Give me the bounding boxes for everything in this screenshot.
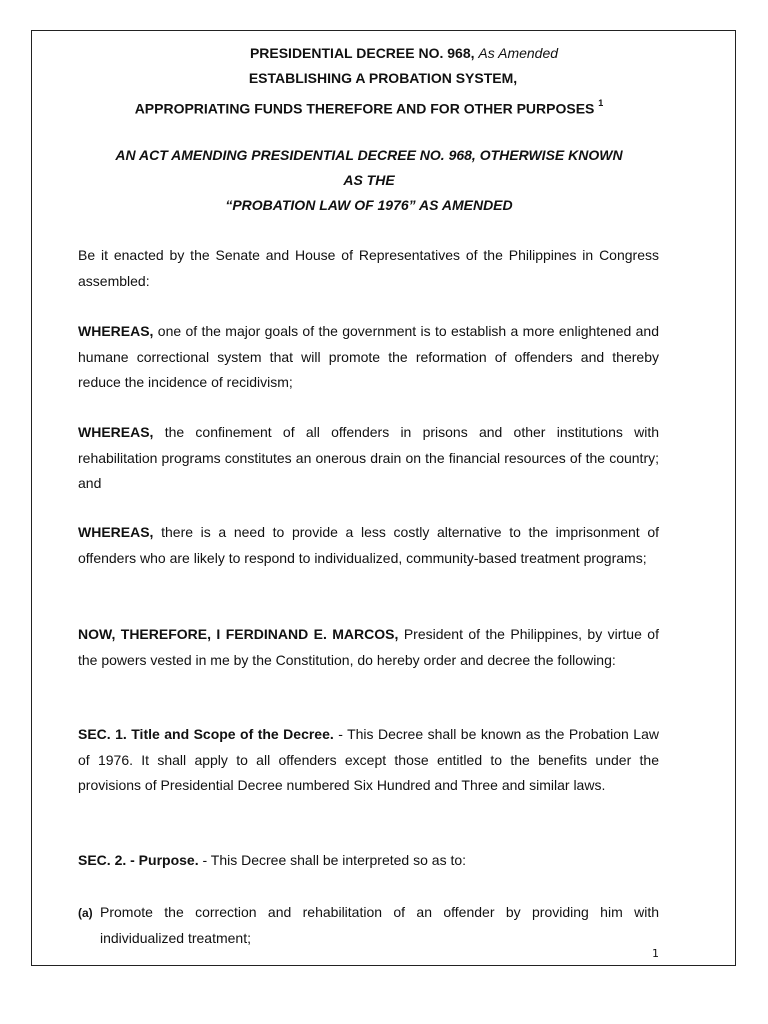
whereas-clause-3	[78, 520, 659, 571]
whereas-clause-2	[78, 420, 659, 497]
enacting-clause: Be it enacted by the Senate and House of Representatives of the Philippines in Congress assembled:	[78, 247, 659, 289]
whereas-text: the confinement of all offenders in prisons and other institutions with rehabilitation programs constitutes an onerous drain on the financial resources of the country; and	[78, 424, 659, 491]
list-item	[78, 900, 659, 951]
list-item-text: Promote the correction and rehabilitation of an offender by providing him with individualized treatment;	[100, 904, 659, 946]
now-therefore-clause	[78, 622, 659, 673]
decree-subtitle-1: ESTABLISHING A PROBATION SYSTEM,	[248, 70, 518, 86]
section-1-heading: SEC. 1. Title and Scope of the Decree.	[78, 726, 334, 742]
page-number: 1	[652, 947, 659, 960]
now-therefore-lead: NOW, THEREFORE, I FERDINAND E. MARCOS,	[78, 626, 399, 642]
decree-title-italic: As Amended	[478, 45, 559, 61]
decree-title	[0, 44, 768, 62]
list-item-label: (a)	[78, 906, 93, 920]
act-title-2: AS THE	[343, 172, 395, 188]
whereas-text: there is a need to provide a less costly alternative to the imprisonment of offenders who are likely to respond to individualized, community-based treatment programs;	[78, 524, 659, 566]
decree-subtitle-2	[0, 96, 738, 118]
section-1	[78, 722, 659, 799]
whereas-clause-1	[78, 319, 659, 396]
decree-title-bold: PRESIDENTIAL DECREE NO. 968,	[249, 45, 475, 61]
whereas-text: one of the major goals of the government is to establish a more enlightened and humane correctional system that will promote the reformation of offenders and thereby reduce the incidence of recidivism;	[78, 323, 659, 390]
act-title-3: “PROBATION LAW OF 1976” AS AMENDED	[225, 197, 513, 213]
whereas-lead: WHEREAS,	[78, 424, 154, 440]
section-1-text: - This Decree shall be known as the Probation Law of 1976. It shall apply to all offenders except those entitled to the benefits under the provisions of Presidential Decree numbered Six Hundred and Three and similar laws.	[78, 726, 659, 793]
footnote-ref: 1	[598, 98, 604, 108]
whereas-lead: WHEREAS,	[78, 524, 154, 540]
act-title-1: AN ACT AMENDING PRESIDENTIAL DECREE NO. 968, OTHERWISE KNOWN	[115, 147, 623, 163]
decree-subtitle-2-text: APPROPRIATING FUNDS THEREFORE AND FOR OTHER PURPOSES	[134, 100, 595, 117]
section-2-text: - This Decree shall be interpreted so as to:	[198, 852, 467, 868]
now-therefore-text: President of the Philippines, by virtue of the powers vested in me by the Constitution, do hereby order and decree the following:	[78, 626, 659, 668]
section-2	[78, 848, 659, 874]
whereas-lead: WHEREAS,	[78, 323, 154, 339]
section-2-heading: SEC. 2. - Purpose.	[78, 852, 199, 868]
